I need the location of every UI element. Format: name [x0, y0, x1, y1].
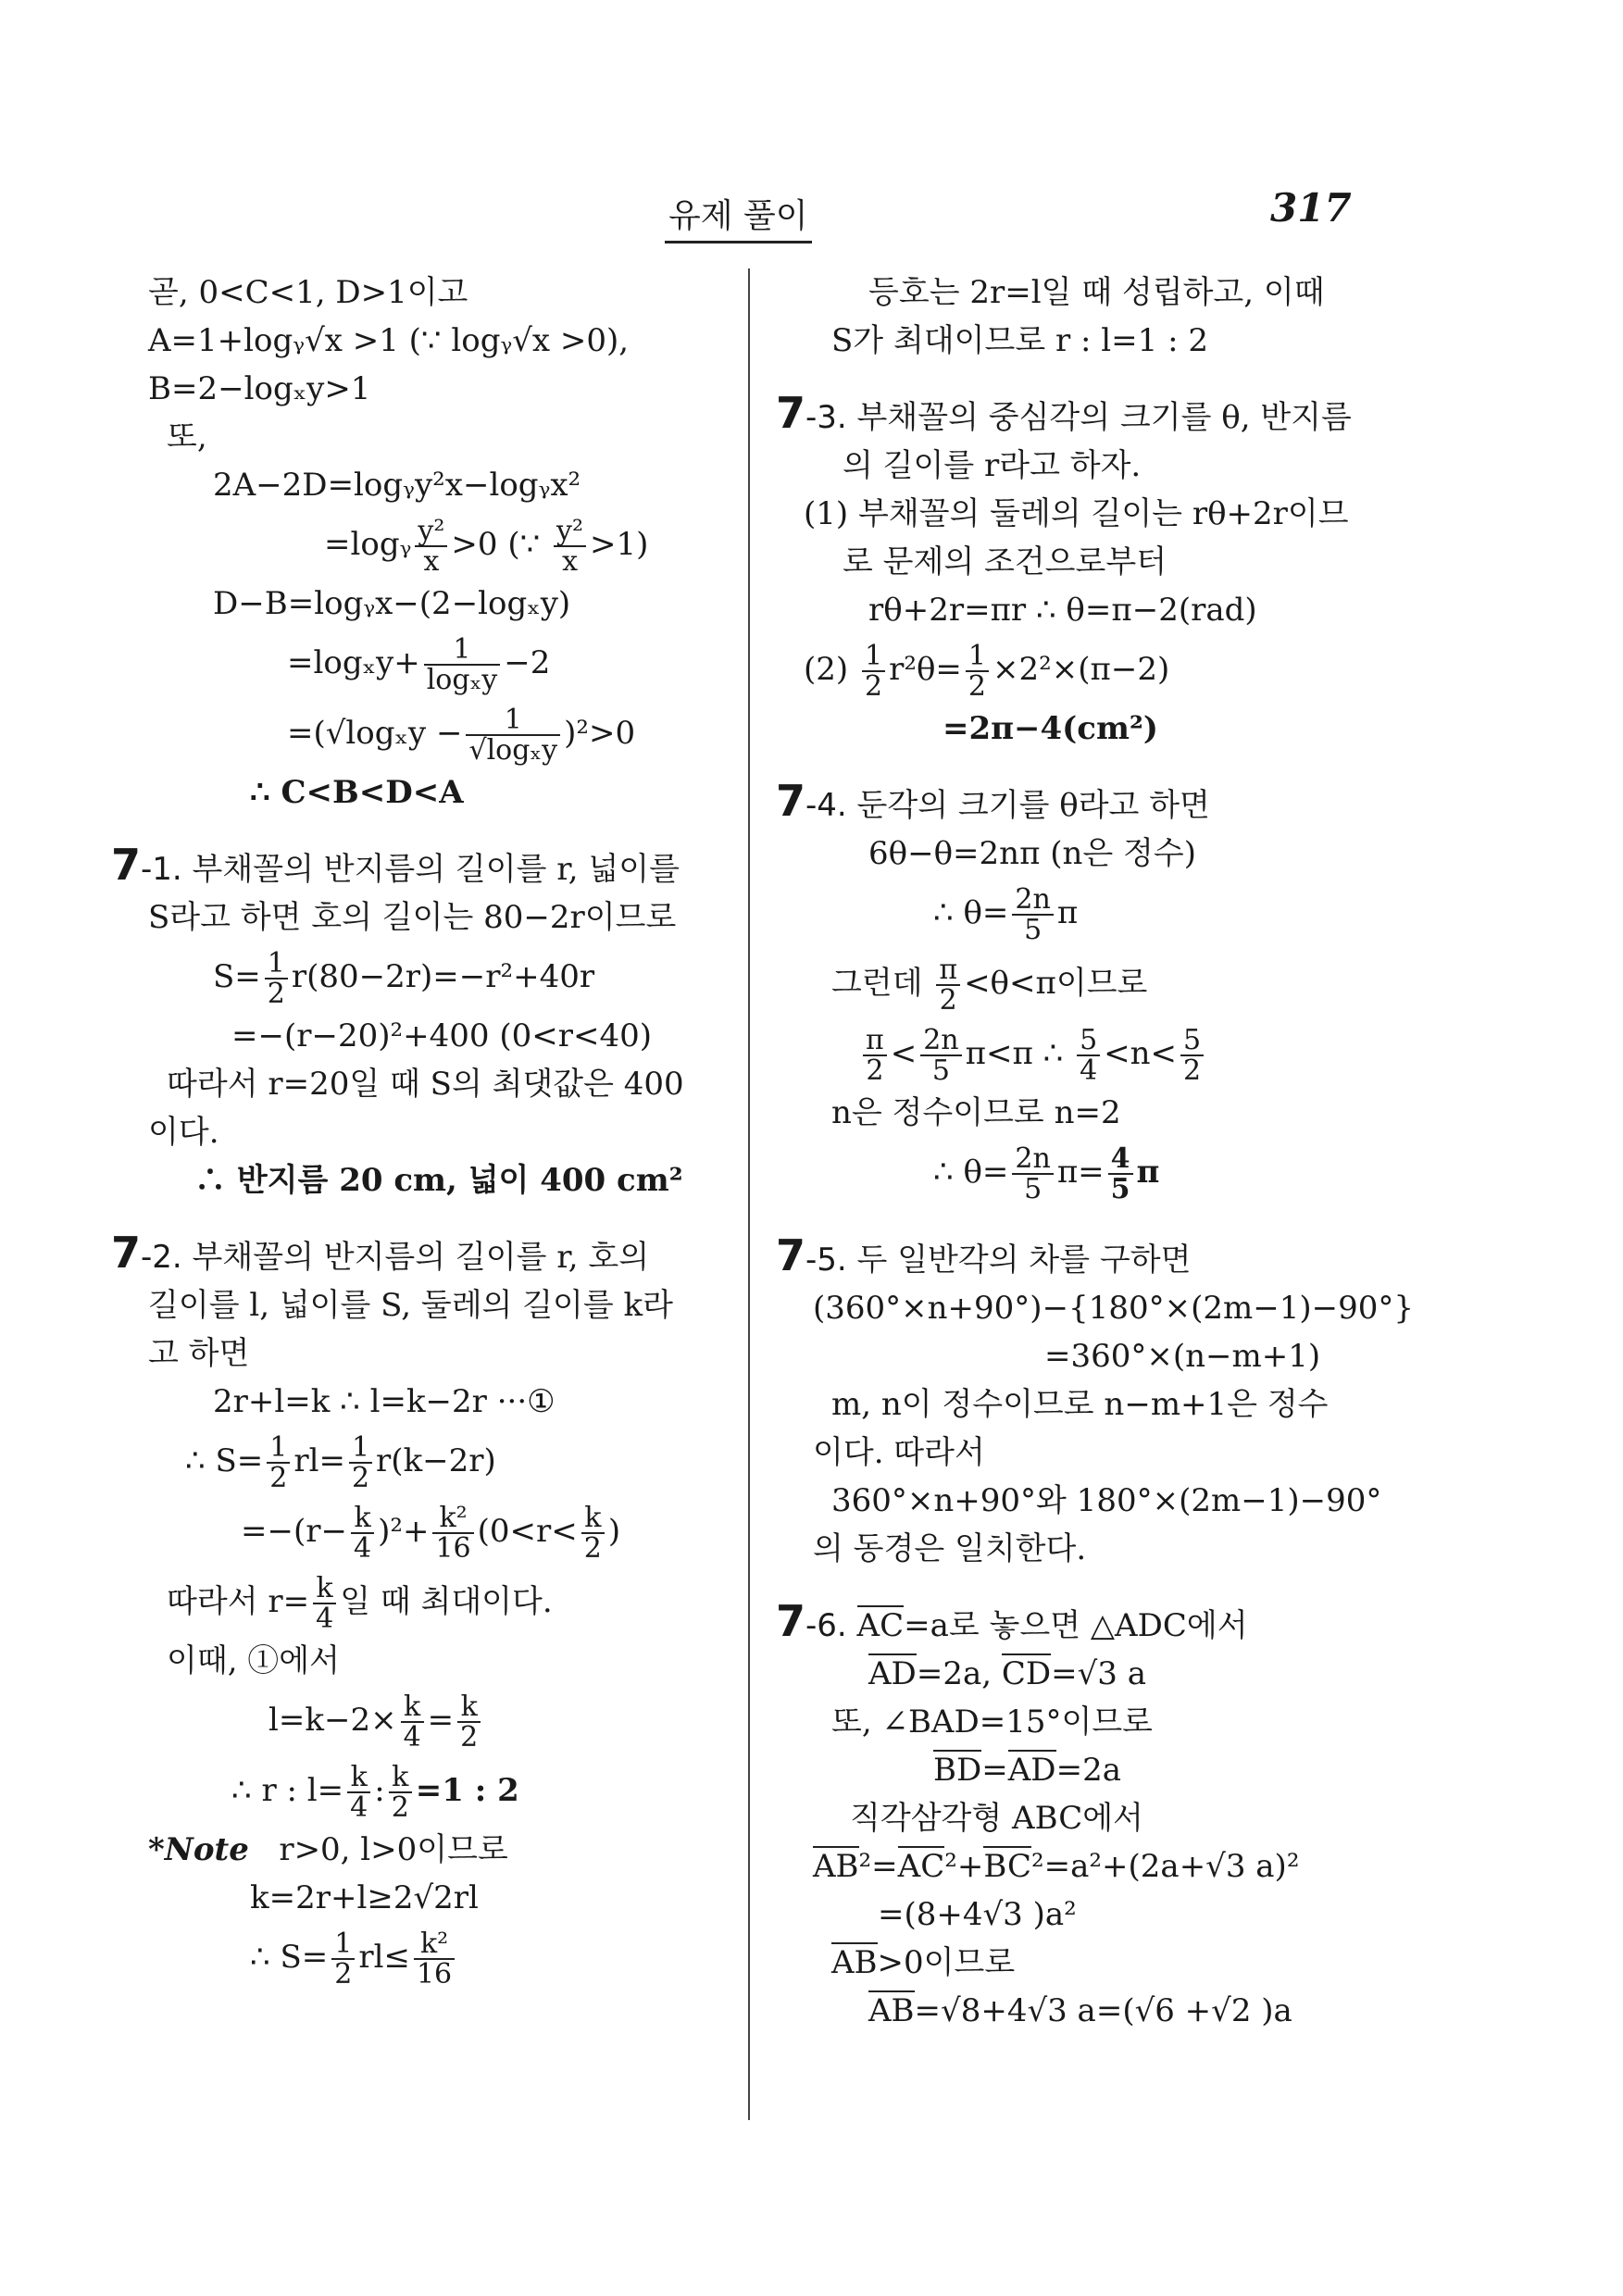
text-line: 또, ∠BAD=15°이므로: [831, 1703, 1154, 1741]
text-line: n은 정수이므로 n=2: [831, 1094, 1121, 1131]
text-line: 등호는 2r=l일 때 성립하고, 이때: [868, 274, 1325, 311]
problem-7-3-heading: 7-3. 부채꼴의 중심각의 크기를 θ, 반지름: [776, 388, 1352, 438]
text-line: 그런데 $\frac{\pi}{2}$ <θ<π이므로: [831, 953, 1148, 1017]
equation: rθ+2r=πr ∴ θ=π−2(rad): [868, 592, 1257, 629]
text-line: B=2−logₓy>1: [148, 370, 371, 407]
equation: =logᵧ $\frac{\text{y²}}{x}$ >0 (∵ $\frac{\text{y²}}{x}$ >1): [324, 514, 649, 578]
answer: ∴ r : l= $\frac{k}{4}$ : $\frac{k}{2}$ =1 : 2: [231, 1760, 519, 1824]
problem-7-5-heading: 7-5. 두 일반각의 차를 구하면: [776, 1230, 1192, 1280]
problem-7-6-heading: 7-6. AC=a로 놓으면 △ADC에서: [776, 1596, 1248, 1646]
equation: (360°×n+90°)−{180°×(2m−1)−90°}: [813, 1290, 1414, 1327]
text-line: A=1+logᵧ√x >1 (∵ logᵧ√x >0),: [148, 322, 630, 359]
answer: =2π−4(cm²): [943, 710, 1158, 747]
equation: =−(r− $\frac{k}{4}$ )²+ $\frac{\text{k²}}{16}$ (0<r< $\frac{k}{2}$ ): [241, 1501, 621, 1565]
equation: 2A−2D=logᵧy²x−logᵧx²: [213, 467, 581, 504]
right-column: [776, 268, 1414, 2035]
text-line: 이때, ①에서: [167, 1642, 340, 1679]
equation: D−B=logᵧx−(2−logₓy): [213, 585, 571, 622]
text-line: S라고 하면 호의 길이는 80−2r이므로: [148, 899, 677, 936]
text-line: 직각삼각형 ABC에서: [850, 1800, 1143, 1837]
equation: BD=AD=2a: [933, 1752, 1121, 1789]
text-line: 의 동경은 일치한다.: [813, 1530, 1087, 1567]
equation: =(8+4√3 )a²: [878, 1896, 1077, 1933]
equation: ∴ θ= $\frac{2n}{5}$ π: [933, 882, 1079, 946]
note: *Note r>0, l>0이므로: [148, 1831, 508, 1868]
text-line: 또,: [167, 418, 207, 455]
text-line: m, n이 정수이므로 n−m+1은 정수: [831, 1386, 1329, 1423]
equation: l=k−2× $\frac{k}{4}$ = $\frac{k}{2}$: [111, 1685, 731, 1755]
text-line: 고 하면: [148, 1335, 250, 1372]
answer: AB=√8+4√3 a=(√6 +√2 )a: [868, 1992, 1292, 2029]
text-line: 길이를 l, 넓이를 S, 둘레의 길이를 k라: [148, 1287, 673, 1324]
equation: k=2r+l≥2√2rl: [250, 1879, 479, 1916]
text-line: (1) 부채꼴의 둘레의 길이는 rθ+2r이므: [804, 495, 1349, 532]
equation: ∴ S= $\frac{1}{2}$ rl= $\frac{1}{2}$ r(k−2r): [185, 1430, 496, 1494]
left-column: [111, 268, 731, 1992]
page-number: 317: [1270, 185, 1352, 231]
page-header-title: 유제 풀이: [665, 190, 812, 243]
problem-7-1-heading: 7-1. 부채꼴의 반지름의 길이를 r, 넓이를: [111, 840, 680, 890]
text-line: 곧, 0<C<1, D>1이고: [148, 274, 468, 311]
equation: 360°×n+90°와 180°×(2m−1)−90°: [831, 1482, 1382, 1519]
text-line: 이다.: [148, 1114, 219, 1151]
equation: ∴ S= $\frac{1}{2}$ rl≤ $\frac{\text{k²}}{16}$: [111, 1922, 731, 1992]
equation: 6θ−θ=2nπ (n은 정수): [868, 835, 1196, 872]
conclusion: ∴ C<B<D<A: [250, 774, 464, 811]
text-line: 이다. 따라서: [813, 1434, 985, 1471]
column-divider: [748, 268, 750, 2120]
equation: 2r+l=k ∴ l=k−2r ···①: [213, 1383, 556, 1420]
equation: (2) $\frac{1}{2}$ r²θ= $\frac{1}{2}$ ×2²×(π−2): [804, 639, 1170, 703]
problem-7-2-heading: 7-2. 부채꼴의 반지름의 길이를 r, 호의: [111, 1228, 650, 1278]
equation: =(√logₓy − $\frac{1}{\text{√logₓy}}$ )²>0: [287, 703, 636, 767]
answer: ∴ θ= $\frac{2n}{5}$ π= $\frac{4}{5}$ π: [933, 1142, 1160, 1205]
text-line: 따라서 r= $\frac{k}{4}$ 일 때 최대이다.: [167, 1571, 553, 1635]
text-line: 의 길이를 r라고 하자.: [843, 447, 1142, 484]
text-line: 따라서 r=20일 때 S의 최댓값은 400: [167, 1066, 684, 1103]
text-line: 로 문제의 조건으로부터: [843, 543, 1167, 580]
equation: AD=2a, CD=√3 a: [868, 1655, 1146, 1692]
equation: S= $\frac{1}{2}$ r(80−2r)=−r²+40r: [213, 946, 595, 1010]
equation: =logₓy+ $\frac{1}{\text{logₓy}}$ −2: [287, 632, 551, 696]
equation: AB²=AC²+BC²=a²+(2a+√3 a)²: [813, 1848, 1300, 1885]
problem-7-4-heading: 7-4. 둔각의 크기를 θ라고 하면: [776, 776, 1210, 826]
equation: =−(r−20)²+400 (0<r<40): [231, 1017, 652, 1054]
text-line: AB>0이므로: [831, 1944, 1016, 1981]
equation: $\frac{\pi}{2}$ < $\frac{2n}{5}$ π<π ∴ $\frac{5}{4}$ <n< $\frac{5}{2}$: [776, 1018, 1387, 1089]
text-line: S가 최대이므로 r : l=1 : 2: [831, 322, 1208, 359]
equation: =360°×(n−m+1): [1044, 1338, 1321, 1375]
answer: ∴ 반지름 20 cm, 넓이 400 cm²: [194, 1162, 683, 1199]
